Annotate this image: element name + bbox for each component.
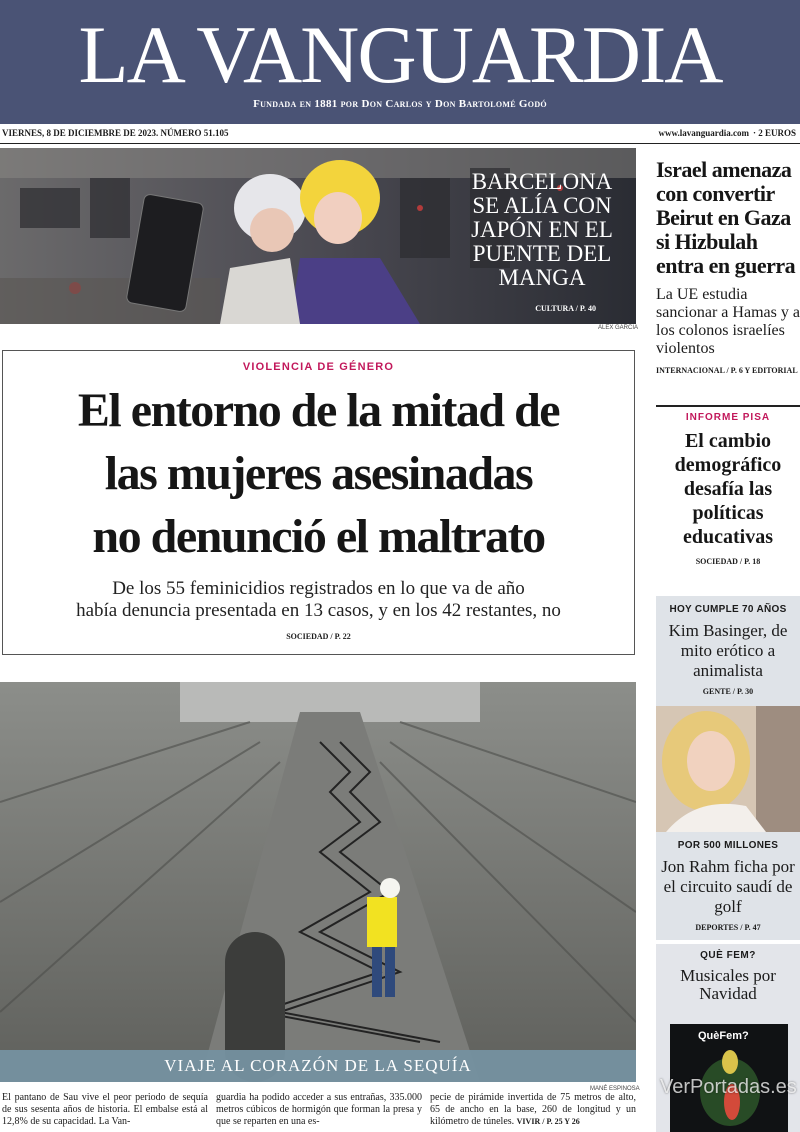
pisa-section[interactable]: SOCIEDAD / P. 18 [695, 557, 761, 566]
website-link[interactable]: www.lavanguardia.com [658, 128, 749, 138]
basinger-section[interactable]: GENTE / P. 30 [702, 687, 754, 696]
dam-column-text: pecie de pirámide invertida de 75 metros de alto, 65 de ancho en la base, 260 de longitud y un kilómetro de túneles. [430, 1092, 636, 1127]
basinger-photo[interactable] [656, 706, 800, 832]
divider [0, 143, 800, 144]
divider [656, 405, 800, 407]
basinger-story[interactable] [656, 596, 800, 706]
watermark: VerPortadas.es [660, 1076, 797, 1098]
israel-headline[interactable]: Israel amenaza con convertir Beirut en Gaza si Hizbulah entra en guerra [656, 157, 796, 278]
manga-section[interactable]: CULTURA / P. 40 [535, 304, 596, 313]
quefem-headline[interactable]: Musicales por Navidad [680, 966, 776, 1003]
rahm-section[interactable]: DEPORTES / P. 47 [695, 923, 761, 932]
lead-story[interactable] [2, 350, 635, 655]
dam-credit: MANÉ ESPINOSA [590, 1086, 640, 1092]
price: · 2 EUROS [752, 128, 796, 138]
dam-column: El pantano de Sau vive el peor periodo de sequía de sus sesenta años de historia. El embalse está al 12,8% de su capacidad. La Van- [2, 1092, 208, 1127]
lead-headline-line: no denunció el maltrato [92, 510, 545, 563]
lead-deck [3, 578, 634, 622]
issue-date: VIERNES, 8 DE DICIEMBRE DE 2023. NÚMERO 51.105 [2, 128, 229, 138]
manga-photo[interactable] [0, 148, 636, 324]
basinger-photo-image [656, 706, 800, 832]
founded-line: Fundada en 1881 por Don Carlos y Don Bartolomé Godó [253, 98, 547, 110]
newspaper-logo[interactable]: LA VANGUARDIA [78, 9, 722, 100]
dam-section[interactable]: VIVIR / P. 25 Y 26 [516, 1117, 580, 1126]
lead-headline-line: El entorno de la mitad de [77, 384, 560, 437]
dam-photo-image [0, 682, 636, 1082]
pisa-story[interactable] [656, 412, 800, 566]
dateline-right [658, 128, 796, 138]
rahm-tag: POR 500 MILLONES [677, 840, 779, 851]
masthead [0, 0, 800, 124]
dateline [0, 128, 800, 142]
lead-deck-line: De los 55 feminicidios registrados en lo que va de año [112, 578, 525, 599]
lead-headline[interactable] [3, 379, 634, 568]
quefem-tag: QUÈ FEM? [700, 950, 756, 961]
israel-section[interactable]: INTERNACIONAL / P. 6 Y EDITORIAL [656, 366, 798, 375]
dam-banner[interactable]: VIAJE AL CORAZÓN DE LA SEQUÍA [0, 1050, 636, 1082]
lead-deck-line: había denuncia presentada en 13 casos, y en los 42 restantes, no [76, 600, 561, 621]
photo-credit: ÀLEX GARCIA [598, 325, 639, 331]
lead-kicker: VIOLENCIA DE GÉNERO [242, 361, 395, 373]
dam-column: guardia ha podido acceder a sus entrañas, 335.000 metros cúbicos de hormigón que forman la presa y que se reparten en una es- [216, 1092, 422, 1127]
dam-text [0, 1092, 636, 1132]
quefem-cover-title: QuèFem? [698, 1030, 749, 1042]
dam-photo[interactable] [0, 682, 636, 1082]
lead-section[interactable]: SOCIEDAD / P. 22 [286, 632, 351, 641]
rahm-story[interactable] [656, 832, 800, 940]
lead-headline-line: las mujeres asesinadas [104, 447, 533, 500]
israel-deck: La UE estudia sancionar a Hamas y a los colonos israelíes violentos [656, 286, 800, 357]
dam-column [430, 1092, 636, 1128]
israel-story[interactable] [656, 158, 800, 375]
pisa-tag: INFORME PISA [685, 412, 771, 423]
manga-headline[interactable]: BARCELONA SE ALÍA CON JAPÓN EN EL PUENTE DEL MANGA [471, 169, 613, 290]
basinger-headline[interactable]: Kim Basinger, de mito erótico a animalista [668, 621, 788, 680]
pisa-headline[interactable]: El cambio demográfico desafía las políticas educativas [674, 430, 782, 548]
basinger-tag: HOY CUMPLE 70 AÑOS [669, 604, 787, 615]
quefem-story[interactable] [656, 944, 800, 1132]
rahm-headline[interactable]: Jon Rahm ficha por el circuito saudí de golf [661, 857, 795, 916]
